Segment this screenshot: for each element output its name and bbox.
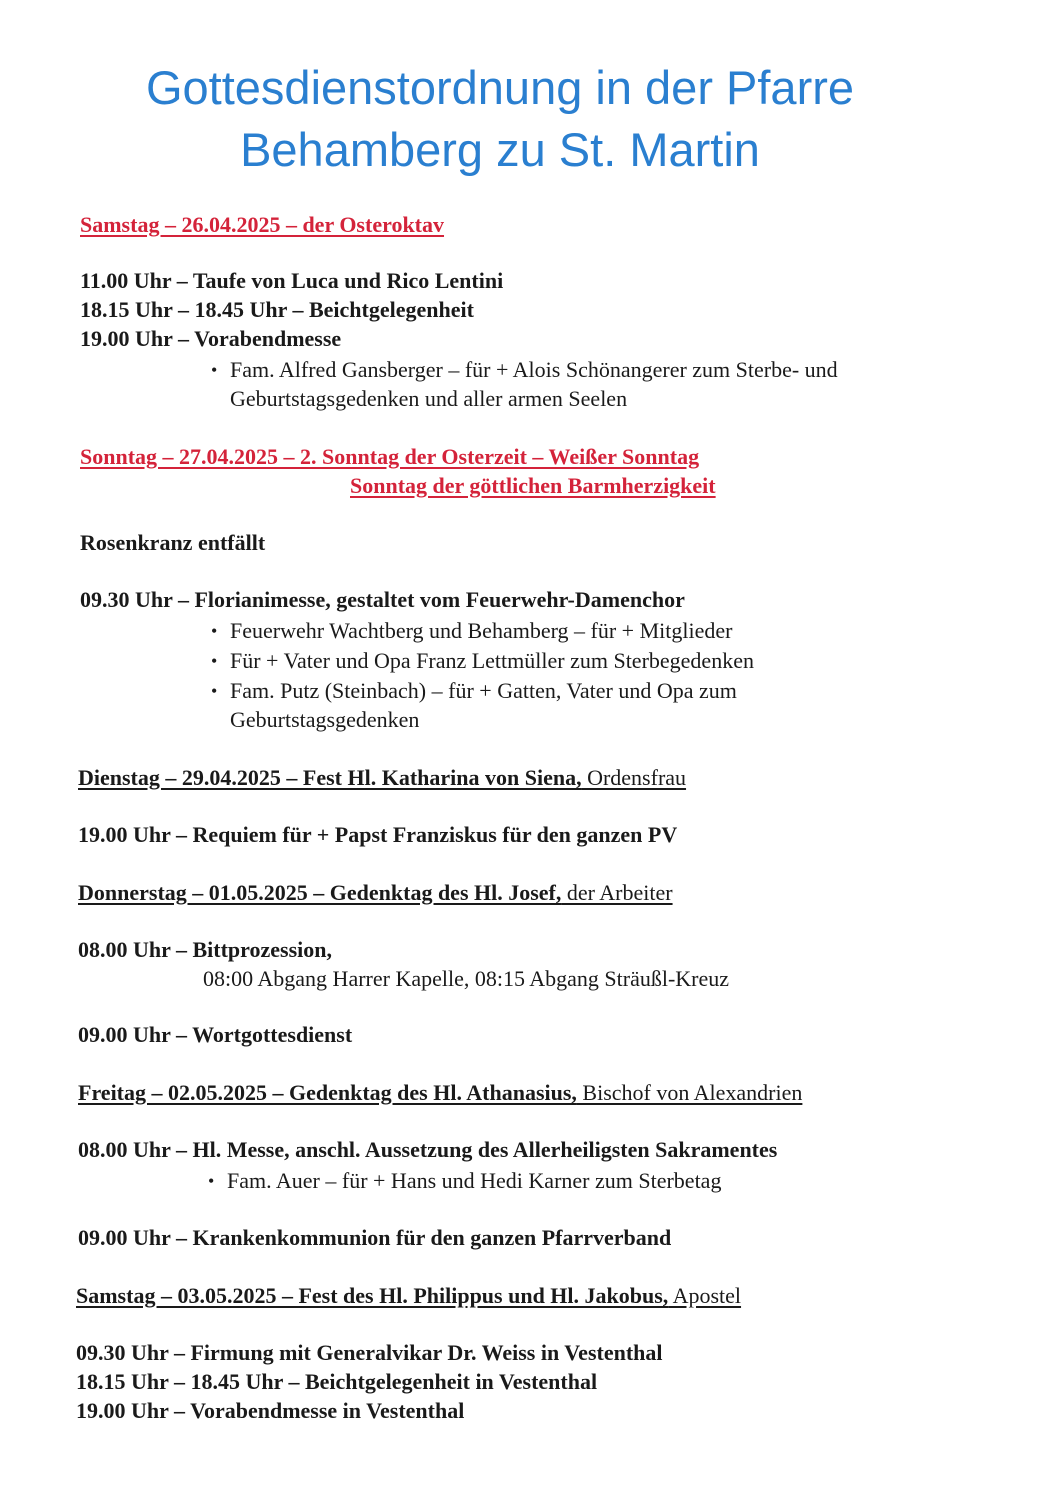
schedule-entry: 19.00 Uhr – Vorabendmesse [80, 326, 342, 351]
intention-item: Feuerwehr Wachtberg und Behamberg – für + Mitglieder [230, 618, 733, 643]
day-heading-suffix: Ordensfrau [581, 765, 687, 790]
day-heading-dienstag-29-04 [78, 765, 686, 791]
bullet-icon: • [211, 651, 218, 671]
intention-item: Für + Vater und Opa Franz Lettmüller zum Sterbegedenken [230, 648, 754, 673]
bullet-icon: • [208, 1171, 215, 1191]
page-title-line-2: Behamberg zu St. Martin [240, 123, 760, 176]
day-heading-freitag-02-05 [78, 1080, 802, 1106]
schedule-entry: 19.00 Uhr – Requiem für + Papst Franziskus für den ganzen PV [78, 822, 678, 847]
intention-item-continuation: Geburtstagsgedenken und aller armen Seelen [230, 386, 628, 411]
schedule-entry: 09.00 Uhr – Wortgottesdienst [78, 1022, 353, 1047]
intention-item: Fam. Putz (Steinbach) – für + Gatten, Vater und Opa zum [230, 678, 737, 703]
schedule-entry: 09.00 Uhr – Krankenkommunion für den ganzen Pfarrverband [78, 1225, 672, 1250]
intention-item: Fam. Alfred Gansberger – für + Alois Schönangerer zum Sterbe- und [230, 357, 838, 382]
schedule-entry: 09.30 Uhr – Firmung mit Generalvikar Dr. Weiss in Vestenthal [76, 1340, 663, 1365]
day-heading-bold: Samstag – 03.05.2025 – Fest des Hl. Philippus und Hl. Jakobus, [76, 1283, 669, 1308]
day-heading-bold: Freitag – 02.05.2025 – Gedenktag des Hl. Athanasius, [78, 1080, 577, 1105]
day-heading-donnerstag-01-05 [78, 880, 673, 906]
schedule-entry: 18.15 Uhr – 18.45 Uhr – Beichtgelegenheit in Vestenthal [76, 1369, 598, 1394]
bullet-icon: • [211, 360, 218, 380]
schedule-note: Rosenkranz entfällt [80, 530, 266, 555]
schedule-entry: 08.00 Uhr – Bittprozession, [78, 937, 333, 962]
day-heading-suffix: Bischof von Alexandrien [576, 1080, 803, 1105]
schedule-entry: 11.00 Uhr – Taufe von Luca und Rico Lentini [80, 268, 504, 293]
day-heading-sonntag-27-04: Sonntag – 27.04.2025 – 2. Sonntag der Osterzeit – Weißer Sonntag [80, 444, 700, 469]
intention-item-continuation: Geburtstagsgedenken [230, 707, 420, 732]
schedule-entry-detail: 08:00 Abgang Harrer Kapelle, 08:15 Abgang Sträußl-Kreuz [203, 966, 730, 991]
day-heading-samstag-03-05 [76, 1283, 741, 1309]
schedule-entry: 19.00 Uhr – Vorabendmesse in Vestenthal [76, 1398, 465, 1423]
day-heading-bold: Dienstag – 29.04.2025 – Fest Hl. Katharina von Siena, [78, 765, 582, 790]
day-heading-bold: Donnerstag – 01.05.2025 – Gedenktag des Hl. Josef, [78, 880, 562, 905]
day-heading-suffix: der Arbeiter [561, 880, 673, 905]
schedule-entry: 18.15 Uhr – 18.45 Uhr – Beichtgelegenheit [80, 297, 474, 322]
schedule-entry: 09.30 Uhr – Florianimesse, gestaltet vom Feuerwehr-Damenchor [80, 587, 685, 612]
day-heading-sonntag-27-04-subtitle: Sonntag der göttlichen Barmherzigkeit [350, 473, 716, 498]
bullet-icon: • [211, 681, 218, 701]
day-heading-samstag-26-04: Samstag – 26.04.2025 – der Osteroktav [80, 212, 445, 237]
bullet-icon: • [211, 621, 218, 641]
schedule-entry: 08.00 Uhr – Hl. Messe, anschl. Aussetzung des Allerheiligsten Sakramentes [78, 1137, 778, 1162]
page-title-line-1: Gottesdienstordnung in der Pfarre [145, 61, 855, 114]
intention-item: Fam. Auer – für + Hans und Hedi Karner zum Sterbetag [227, 1168, 722, 1193]
day-heading-suffix: Apostel [668, 1283, 742, 1308]
